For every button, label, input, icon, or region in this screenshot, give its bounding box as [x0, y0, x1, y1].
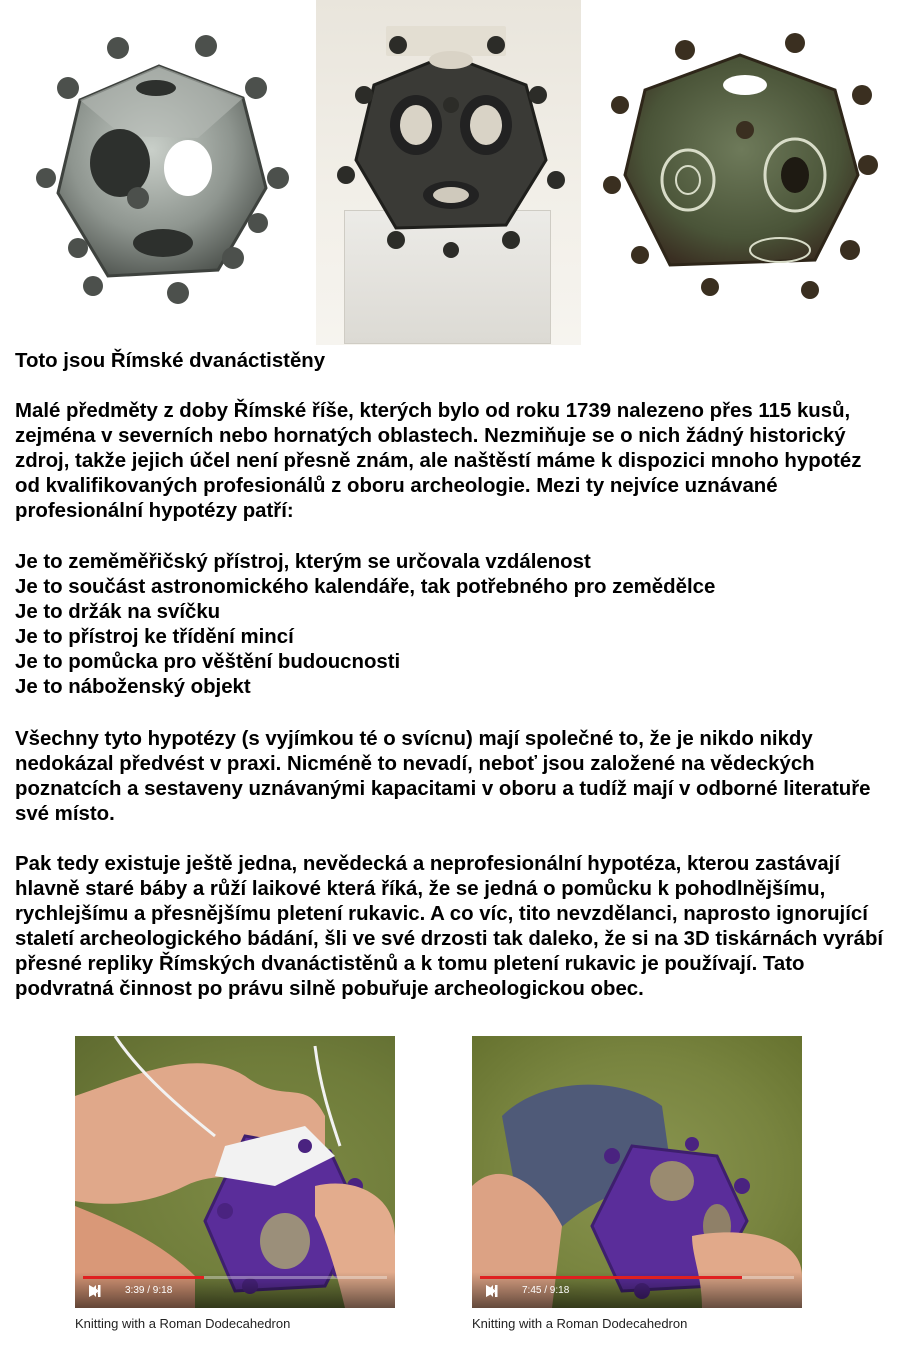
video-frame[interactable]	[75, 1036, 395, 1308]
third-paragraph: Pak tedy existuje ještě jedna, nevědecká a neprofesionální hypotéza, kterou zastávají hlavně staré báby a růží laikové která říká, že se jedná o pomůcku k pohodlnějšímu, rychlejšímu a přesnějšímu pletení rukavic. A co víc, tito nevzdělanci, naprosto ignorující staletí archeologického bádání, šli ve své drzosti tak daleko, že si na 3D tiskárnách vyrábí přesné repliky Římských dvanáctistěnů a k tomu pletení rukavic je používají. Tato podvratná činnost po právu silně pobuřuje archeologickou obec.	[15, 853, 884, 1000]
list-item: Je to náboženský objekt	[15, 676, 251, 698]
dodecahedron-photo-silver	[28, 18, 290, 318]
video-progress-bar[interactable]	[83, 1276, 387, 1279]
video-progress-fill	[480, 1276, 742, 1279]
list-item: Je to držák na svíčku	[15, 601, 221, 623]
video-thumbnail-2[interactable]	[472, 1036, 802, 1346]
dodecahedron-photo-green	[600, 25, 880, 305]
video-time: 3:39 / 9:18	[125, 1285, 173, 1296]
list-item: Je to pomůcka pro věštění budoucnosti	[15, 651, 401, 673]
page-title: Toto jsou Římské dvanáctistěny	[15, 350, 326, 372]
video-frame[interactable]	[472, 1036, 802, 1308]
list-item: Je to zeměměřičský přístroj, kterým se určovala vzdálenost	[15, 551, 591, 573]
intro-paragraph: Malé předměty z doby Římské říše, kterých bylo od roku 1739 nalezeno přes 115 kusů, zejména v severních nebo hornatých oblastech. Nezmiňuje se o nich žádný historický zdroj, takže jejich účel není přesně znám, ale naštěstí máme k dispozici mnoho hypotéz od kvalifikovaných profesionálů z oboru archeologie. Mezi ty nejvíce uznávané profesionální hypotézy patří:	[15, 400, 862, 522]
video-progress-bar[interactable]	[480, 1276, 794, 1279]
hypotheses-list	[15, 550, 885, 700]
video-caption[interactable]: Knitting with a Roman Dodecahedron	[75, 1316, 291, 1331]
list-item: Je to součást astronomického kalendáře, tak potřebného pro zemědělce	[15, 576, 716, 598]
video-thumbnail-1[interactable]	[75, 1036, 395, 1346]
second-paragraph: Všechny tyto hypotézy (s vyjímkou té o svícnu) mají společné to, že je nikdo nikdy nedokázal předvést v praxi. Nicméně to nevadí, neboť jsou založené na vědeckých poznatcích a sestaveny uznávanými kapacitami v oboru a tudíž mají v odborné literatuře své místo.	[15, 728, 871, 825]
list-item: Je to přístroj ke třídění mincí	[15, 626, 294, 648]
video-caption[interactable]: Knitting with a Roman Dodecahedron	[472, 1316, 688, 1331]
dodecahedron-photo-museum	[316, 0, 581, 345]
video-controls	[472, 1272, 802, 1308]
video-time: 7:45 / 9:18	[522, 1285, 570, 1296]
video-controls	[75, 1272, 395, 1308]
video-progress-fill	[83, 1276, 204, 1279]
